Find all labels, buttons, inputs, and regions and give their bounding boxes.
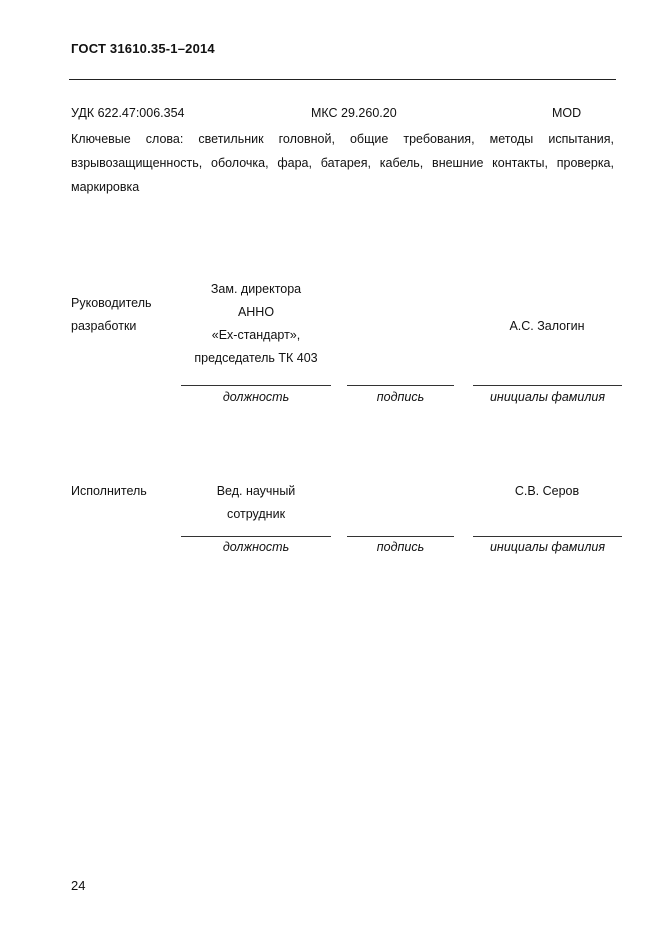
- executor-initials-caption: инициалы фамилия: [489, 540, 605, 554]
- leader-name: А.С. Залогин: [509, 319, 585, 333]
- leader-initials-line: [473, 385, 622, 386]
- executor-position-line1: Вед. научный: [216, 484, 296, 498]
- executor-name: С.В. Серов: [514, 484, 580, 498]
- executor-signature-line: [347, 536, 454, 537]
- executor-initials-line: [473, 536, 622, 537]
- executor-position-caption: должность: [222, 540, 290, 554]
- leader-position-line1: Зам. директора: [210, 282, 302, 296]
- leader-position-line2: АННО: [237, 305, 275, 319]
- leader-position-caption: должность: [222, 390, 290, 404]
- leader-initials-caption: инициалы фамилия: [489, 390, 605, 404]
- executor-position-line: [181, 536, 331, 537]
- leader-position-line: [181, 385, 331, 386]
- udk-code: УДК 622.47:006.354: [71, 106, 185, 120]
- page-number: 24: [71, 878, 86, 893]
- leader-signature-caption: подпись: [376, 390, 425, 404]
- leader-role-line1: Руководитель: [71, 296, 152, 310]
- mks-code: МКС 29.260.20: [311, 106, 397, 120]
- leader-position-line4: председатель ТК 403: [194, 351, 318, 365]
- header-divider: [69, 79, 616, 80]
- keywords-paragraph: Ключевые слова: светильник головной, общие требования, методы испытания, взрывозащищенность, оболочка, фара, батарея, кабель, внешние контакты, проверка, маркировка: [71, 132, 614, 194]
- standard-title: ГОСТ 31610.35-1–2014: [71, 41, 215, 56]
- mod-label: MOD: [552, 106, 582, 120]
- executor-position-line2: сотрудник: [226, 507, 286, 521]
- executor-signature-caption: подпись: [376, 540, 425, 554]
- executor-role: Исполнитель: [71, 484, 147, 498]
- leader-role-line2: разработки: [71, 319, 137, 333]
- leader-position-line3: «Ex-стандарт»,: [211, 328, 301, 342]
- leader-signature-line: [347, 385, 454, 386]
